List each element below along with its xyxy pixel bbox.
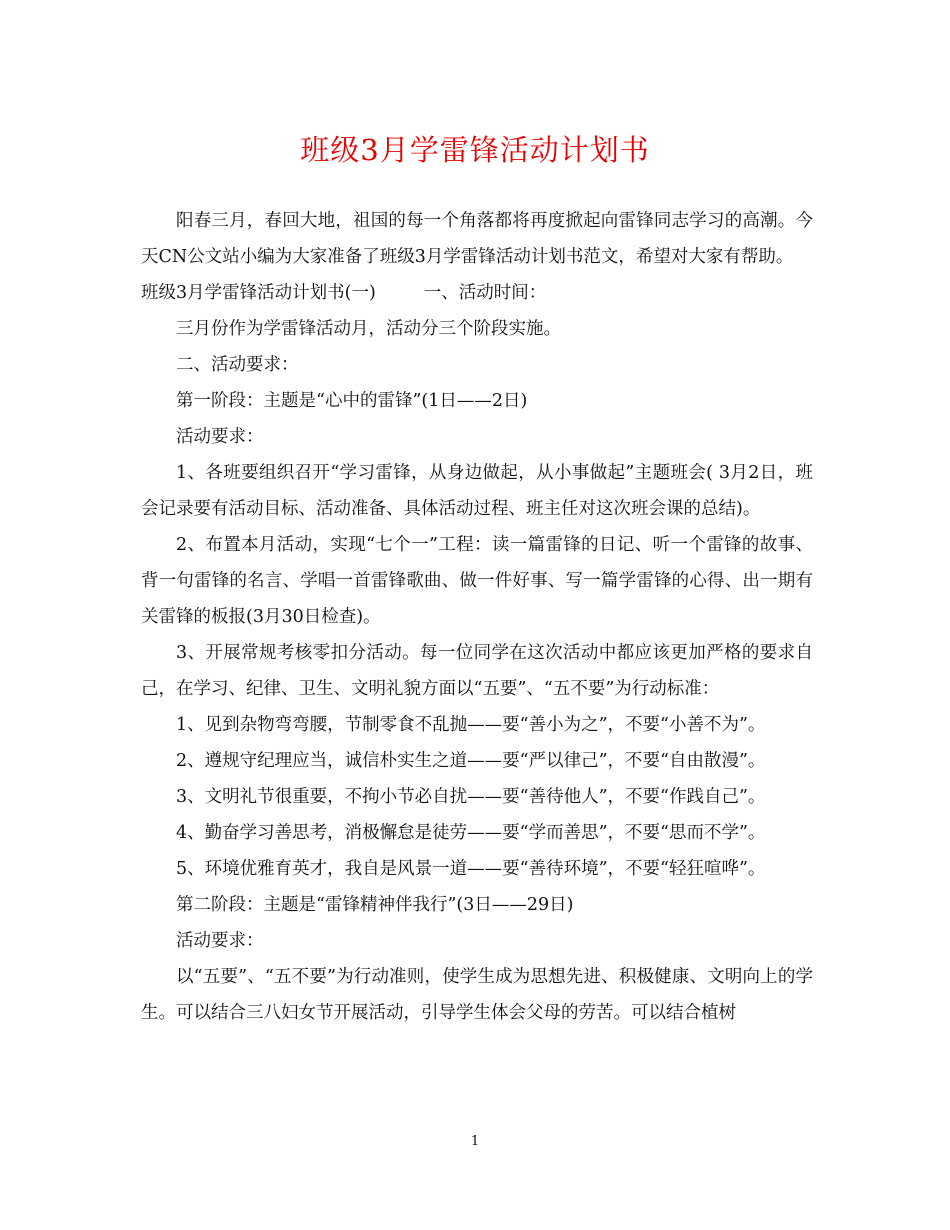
paragraph: 二、活动要求： bbox=[176, 355, 299, 375]
paragraph: 活动要求： bbox=[176, 931, 264, 951]
paragraph: 第二阶段：主题是“雷锋精神伴我行”(3日——29日) bbox=[176, 895, 574, 915]
section-subheading-text: 一、活动时间： bbox=[423, 283, 547, 303]
paragraph: 活动要求： bbox=[176, 427, 264, 447]
paragraph: 3、开展常规考核零扣分活动。每一位同学在这次活动中都应该更加严格的要求自己，在学习、纪律、卫生、文明礼貌方面以“五要”、“五不要”为行动标准： bbox=[141, 643, 813, 699]
list-item: 5、环境优雅育英才，我自是风景一道——要“善待环境”，不要“轻狂喧哗”。 bbox=[176, 859, 766, 879]
page-number: 1 bbox=[470, 1134, 480, 1149]
paragraph-section-heading bbox=[141, 275, 813, 311]
paragraph: 1、各班要组织召开“学习雷锋，从身边做起，从小事做起”主题班会( 3月2日，班会记录要有活动目标、活动准备、具体活动过程、班主任对这次班会课的总结)。 bbox=[141, 463, 813, 519]
paragraph: 以“五要”、“五不要”为行动准则，使学生成为思想先进、积极健康、文明向上的学生。可以结合三八妇女节开展活动，引导学生体会父母的劳苦。可以结合植树 bbox=[141, 967, 813, 1023]
section-heading-text: 班级3月学雷锋活动计划书(一) bbox=[141, 283, 376, 303]
document-title: 班级3月学雷锋活动计划书 bbox=[300, 133, 650, 167]
list-item: 3、文明礼节很重要，不拘小节必自扰——要“善待他人”，不要“作践自己”。 bbox=[176, 787, 766, 807]
paragraph: 第一阶段：主题是“心中的雷锋”(1日——2日) bbox=[176, 391, 528, 411]
paragraph: 2、布置本月活动，实现“七个一”工程：读一篇雷锋的日记、听一个雷锋的故事、背一句雷锋的名言、学唱一首雷锋歌曲、做一件好事、写一篇学雷锋的心得、出一期有关雷锋的板报(3月30日检查)。 bbox=[141, 535, 813, 627]
list-item: 4、勤奋学习善思考，消极懈怠是徒劳——要“学而善思”，不要“思而不学”。 bbox=[176, 823, 766, 843]
list-item: 1、见到杂物弯弯腰，节制零食不乱抛——要“善小为之”，不要“小善不为”。 bbox=[176, 715, 766, 735]
document-body bbox=[141, 203, 813, 1031]
paragraph-intro: 阳春三月，春回大地，祖国的每一个角落都将再度掀起向雷锋同志学习的高潮。今天CN公文站小编为大家准备了班级3月学雷锋活动计划书范文，希望对大家有帮助。 bbox=[141, 211, 813, 267]
list-item: 2、遵规守纪理应当，诚信朴实生之道——要“严以律己”，不要“自由散漫”。 bbox=[176, 751, 766, 771]
paragraph: 三月份作为学雷锋活动月，活动分三个阶段实施。 bbox=[176, 319, 561, 339]
